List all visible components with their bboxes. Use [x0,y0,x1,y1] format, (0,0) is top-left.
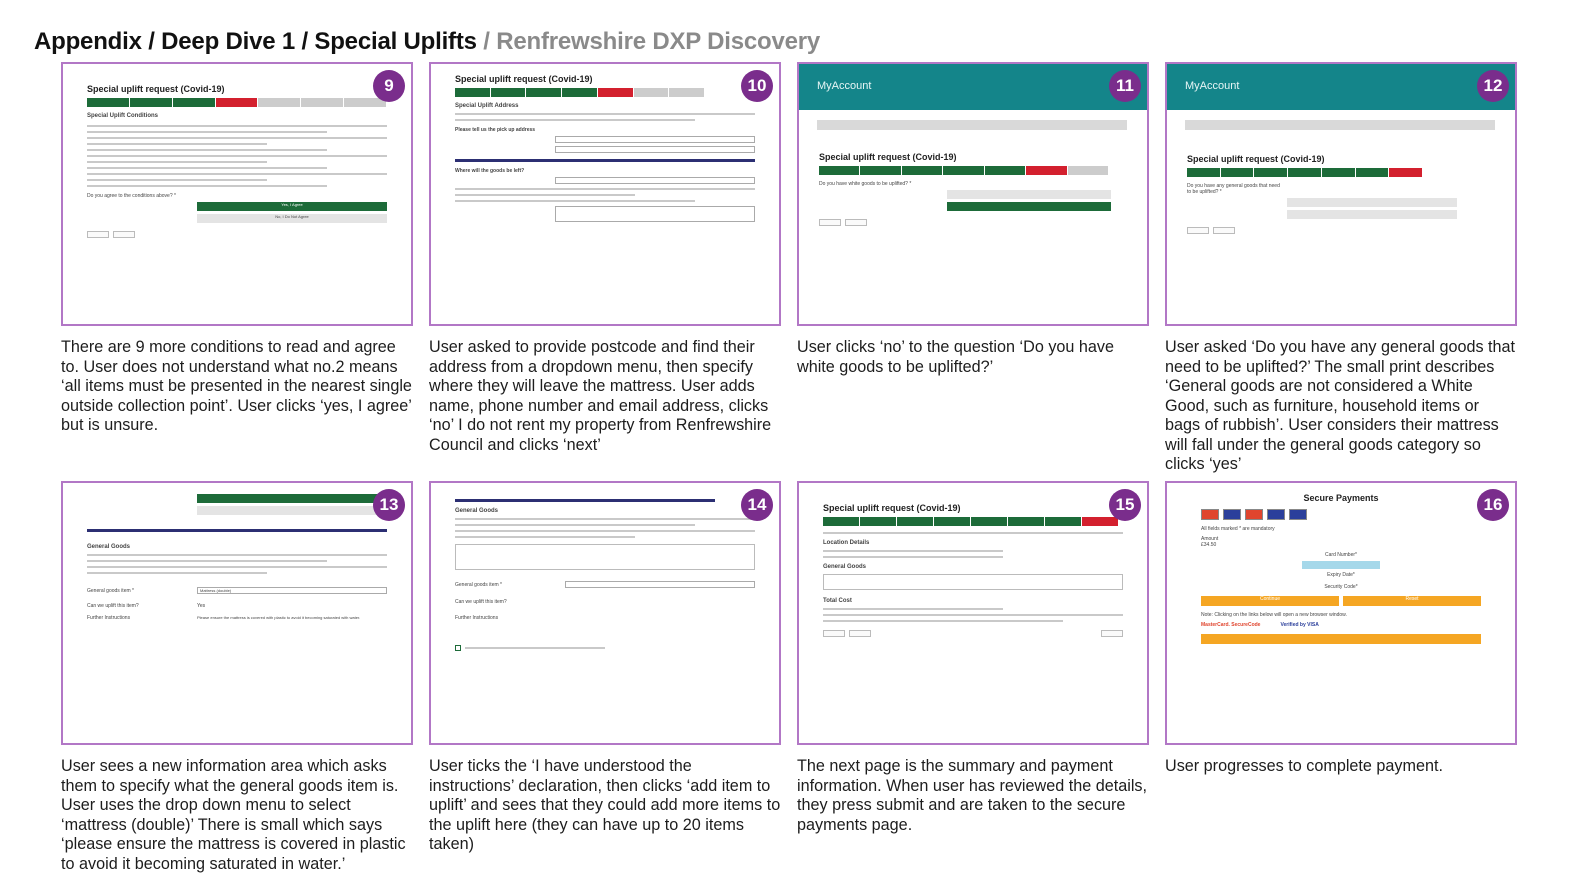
page-title [34,28,820,56]
expiry-label: Expiry Date* [1327,572,1355,578]
previous-button[interactable] [1187,227,1209,234]
previous-button[interactable] [819,219,841,226]
caption: User asked to provide postcode and find their address from a dropdown menu, then specify where they will leave the mattress. User adds name, phone number and email address, clicks ‘no’ I do not rent my property from Renfrewshire Council and clicks ‘next’ [429,338,772,454]
understood-checkbox[interactable] [455,645,461,651]
pickup-label: Please tell us the pick up address [455,127,536,133]
form-title: Special uplift request (Covid-19) [1187,154,1325,164]
continue-button[interactable]: Continue [1201,596,1339,606]
amount-label: Amount [1201,536,1219,542]
caption: User ticks the ‘I have understood the instructions’ declaration, then clicks ‘add item to uplift’ and sees that they could add more items to the uplift here (they can have up to 20 items taken) [429,757,781,853]
step-card-9 [61,62,413,436]
section-heading: Special Uplift Address [455,103,519,109]
step-tabs [87,98,387,107]
address-select[interactable] [555,146,755,153]
step-tabs [455,88,705,97]
white-goods-question: Do you have white goods to be uplifted? * [819,181,912,187]
card-number-input[interactable] [1302,561,1380,569]
screenshot-15 [797,481,1149,745]
caption: User progresses to complete payment. [1165,757,1444,775]
step-tabs [819,166,1109,175]
step-badge: 9 [373,70,405,102]
myaccount-logo: MyAccount [1185,80,1240,92]
screenshot-9 [61,62,413,326]
no-agree-button[interactable]: No, I Do Not Agree [197,214,387,223]
site-nav [1185,120,1495,130]
step-card-10 [429,62,781,455]
item-select[interactable]: Mattress (double) [197,587,387,594]
caption: The next page is the summary and payment information. When user has reviewed the details, they press submit and are taken to the secure payments page. [797,757,1148,834]
form-title: Special uplift request (Covid-19) [87,84,225,94]
step-card-11 [797,62,1149,377]
instructions-label: Further Instructions [455,615,499,621]
visa-debit-icon [1267,509,1285,520]
screenshot-13 [61,481,413,745]
visa-electron-icon [1289,509,1307,520]
location-heading: Location Details [823,540,870,546]
screenshot-10 [429,62,781,326]
step-card-15 [797,481,1149,835]
step-tabs [1187,168,1423,177]
step-badge: 12 [1477,70,1509,102]
notes-textarea[interactable] [555,206,755,222]
caption: There are 9 more conditions to read and agree to. User does not understand what no.2 means ‘all items must be presented in the nearest single outside collection point’. User clicks ‘yes, I agree’ but is unsure. [61,338,412,434]
can-value: Yes [197,603,206,609]
section-heading: General Goods [455,508,499,514]
visa-icon [1223,509,1241,520]
mandatory-note: All fields marked * are mandatory [1201,526,1275,532]
step-badge: 13 [373,489,405,521]
form-title: Special uplift request (Covid-19) [455,74,593,84]
caption: User clicks ‘no’ to the question ‘Do you have white goods to be uplifted?’ [797,338,1115,376]
site-header [1167,64,1515,110]
form-title: Special uplift request (Covid-19) [819,152,957,162]
help-bar[interactable] [1201,634,1481,644]
previous-button[interactable] [823,630,845,637]
yes-button[interactable] [197,494,387,503]
no-button[interactable] [197,506,387,515]
step-badge: 16 [1477,489,1509,521]
item-label: General goods item * [87,587,134,594]
card-logos [1201,509,1481,520]
card-number-label: Card Number* [1325,552,1357,558]
step-card-12 [1165,62,1517,475]
amount-value: £34.50 [1201,542,1217,548]
cancel-button[interactable] [845,219,867,226]
screenshot-12 [1165,62,1517,326]
step-badge: 15 [1109,489,1141,521]
cost-heading: Total Cost [823,598,852,604]
step-badge: 10 [741,70,773,102]
new-window-note: Note: Clicking on the links below will open a new browser window. [1201,612,1347,618]
site-header [799,64,1147,110]
location-select[interactable] [555,177,755,184]
instructions-value: Please ensure the mattress is covered with plastic to avoid it becoming saturated with water. [197,615,361,620]
screenshot-14 [429,481,781,745]
site-nav [817,120,1127,130]
caption: User sees a new information area which asks them to specify what the general goods item is. User uses the drop down menu to select ‘mattress (double)’ There is small which says ‘please ensure the mattress is covered in plastic to avoid it becoming saturated in water.’ [61,757,406,873]
can-label: Can we uplift this item? [455,599,507,605]
cancel-button[interactable] [849,630,871,637]
step-card-13 [61,481,413,874]
reset-button[interactable]: Reset [1343,596,1481,606]
step-badge: 11 [1109,70,1141,102]
step-badge: 14 [741,489,773,521]
no-button[interactable] [1287,210,1457,219]
section-heading: General Goods [87,544,131,550]
previous-button[interactable] [87,231,109,238]
caption: User asked ‘Do you have any general goods that need to be uplifted?’ The small print describes ‘General goods are not considered a White Good, such as furniture, household items or bags of rubbish’. User considers their mattress will fall under the general goods category so clicks ‘yes’ [1165,338,1516,473]
verified-by-visa-logo[interactable]: Verified by VISA [1280,622,1319,628]
where-label: Where will the goods be left? [455,168,525,174]
mastercard-icon [1201,509,1219,520]
step-card-14 [429,481,781,855]
step-tabs [823,517,1119,526]
can-label: Can we uplift this item? [87,603,139,609]
item-label: General goods item * [455,581,502,588]
goods-table [823,574,1123,590]
yes-agree-button[interactable]: Yes, I Agree [197,202,387,211]
form-title: Special uplift request (Covid-19) [823,503,961,513]
breadcrumb-sub: Renfrewshire DXP Discovery [496,28,821,55]
section-heading: Special Uplift Conditions [87,113,159,119]
yes-button[interactable] [1287,198,1457,207]
instructions-label: Further Instructions [87,615,131,621]
maestro-icon [1245,509,1263,520]
secure-payments-title: Secure Payments [1303,493,1379,503]
item-select[interactable] [565,581,755,588]
yes-button[interactable] [947,190,1111,199]
screenshot-11 [797,62,1149,326]
cancel-button[interactable] [1213,227,1235,234]
items-table [455,544,755,570]
step-card-16 [1165,481,1517,777]
security-label: Security Code* [1324,584,1358,590]
goods-heading: General Goods [823,564,867,570]
breadcrumb-main: Appendix / Deep Dive 1 / Special Uplifts [34,28,477,55]
mastercard-securecode-logo[interactable]: MasterCard. SecureCode [1201,622,1261,628]
submit-button[interactable] [1101,630,1123,637]
agree-question: Do you agree to the conditions above? * [87,193,176,199]
general-goods-question: Do you have any general goods that need to be uplifted? * [1187,183,1280,195]
screenshot-16 [1165,481,1517,745]
myaccount-logo: MyAccount [817,80,872,92]
cancel-button[interactable] [113,231,135,238]
no-button[interactable] [947,202,1111,211]
postcode-input[interactable] [555,136,755,143]
breadcrumb-separator: / [476,28,497,55]
